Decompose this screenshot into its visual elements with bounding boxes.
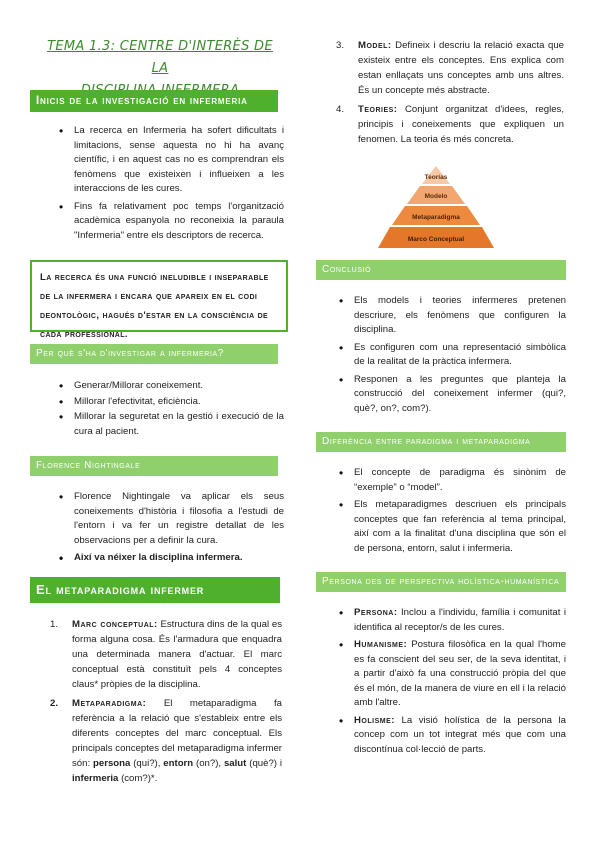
- list-item: • Millorar l'efectivitat, eficiència.: [56, 395, 284, 410]
- keyword-question: (com?)*.: [121, 773, 158, 784]
- list-item: • Els metaparadigmes descriuen els principals conceptes que fan referència al tema principal, així com a la finalitat d'una disciplina que són el de persona, entorn, salut i infermeria.: [336, 498, 566, 556]
- list-metaparadigma-cont: [336, 38, 564, 151]
- list-inicis: [56, 124, 284, 246]
- list-item-bold: • Així va néixer la disciplina infermera.: [56, 551, 284, 566]
- heading-metaparadigma: El metaparadigma infermer: [30, 577, 280, 603]
- keyword: infermeria: [72, 773, 119, 784]
- pyramid-label: Metaparadigma: [412, 214, 460, 221]
- list-metaparadigma: [50, 617, 282, 790]
- definition: Inclou a l'individu, família i comunitat i identifica al receptor/s de les cures.: [354, 607, 566, 633]
- pyramid-diagram: [378, 164, 494, 250]
- list-diferencia: [336, 466, 566, 559]
- item-number: 1.: [50, 619, 59, 630]
- list-item: • Es configuren com una representació simbòlica de la realitat de la pràctica infermera.: [336, 341, 566, 370]
- keyword-question: (qui?),: [133, 758, 161, 769]
- heading-inicis: Inicis de la investigació en infermeria: [30, 90, 278, 112]
- heading-per-que: Per què s'ha d'investigar a infermeria?: [30, 344, 278, 364]
- list-item-teories: [336, 102, 564, 147]
- list-item-marc: [50, 617, 282, 692]
- list-item: • Fins fa relativament poc temps l'organització acadèmica espanyola no reconeixia la paraula "Infermeria" entre els descriptors de recerca.: [56, 200, 284, 244]
- list-per-que: [56, 379, 284, 442]
- list-item: • Els models i teories infermeres pretenen descriure, els fenòmens que configuren la disciplina.: [336, 294, 566, 338]
- list-item-persona: [336, 606, 566, 635]
- pyramid-label: Teorías: [424, 174, 448, 181]
- heading-diferencia: Diferència entre paradigma i metaparadigma: [316, 432, 566, 452]
- heading-florence: Florence Nightingale: [30, 456, 278, 476]
- term: Humanisme:: [354, 639, 408, 650]
- list-item: • Florence Nightingale va aplicar els seus coneixements d'història i filosofia a l'estudi de l'entorn i va fer un registre detallat de les observacions per a definir la cura.: [56, 490, 284, 548]
- term: Teories:: [358, 104, 398, 115]
- term: Marc conceptual:: [72, 619, 158, 630]
- pyramid-label: Marco Conceptual: [407, 236, 465, 243]
- term: Metaparadigma:: [72, 698, 147, 709]
- list-florence: [56, 490, 284, 569]
- definition: La visió holística de la persona la concep com un tot integrat més que com una discontínua col·lecció de parts.: [354, 714, 566, 755]
- list-item: • Generar/Millorar coneixement.: [56, 379, 284, 394]
- definition: Defineix i descriu la relació exacta que existeix entre els conceptes. Ens explica com estan enllaçats uns conceptes amb uns altres. És un concepte més abstracte.: [358, 40, 565, 96]
- pyramid-label: Modelo: [424, 193, 448, 200]
- heading-persona: Persona des de perspectiva holística-humanística: [316, 572, 566, 592]
- definition: Estructura dins de la qual es forma alguna cosa. És l'armadura que enquadra una determinada manera d'actuar. El marc conceptual està constituït pels 4 conceptes claus* pròpies de la disciplina.: [72, 619, 282, 690]
- term: Model:: [358, 40, 392, 51]
- keyword: persona: [93, 758, 131, 769]
- list-item: • La recerca en Infermeria ha sofert dificultats i limitacions, sense aquesta no hi ha avanç científic, i en aquest cas no es comprendran els fenòmens que existeixen i influeixen a les interaccions de les cures.: [56, 124, 284, 197]
- heading-conclusio: Conclusió: [316, 260, 566, 280]
- list-item-holisme: [336, 714, 566, 758]
- term: Persona:: [354, 607, 398, 618]
- list-item-metaparadigma: [50, 696, 282, 786]
- item-number: 2.: [50, 698, 59, 709]
- list-item-model: [336, 38, 564, 98]
- term: Holisme:: [354, 714, 395, 726]
- keyword-question: (on?),: [196, 758, 222, 769]
- list-persona: [336, 606, 566, 760]
- definition: Conjunt organitzat d'idees, regles, principis i coneixements que expliquen un fenomen. La teoria és més concreta.: [358, 104, 564, 145]
- definition: Postura filosòfica en la qual l'home es fa conscient del seu ser, de la seva identitat, i a partir d'això fa una construcció pròpia del que és el món, de la manera de viure en ell i la relació amb l'altre.: [354, 639, 566, 708]
- list-conclusio: [336, 294, 566, 419]
- quote-box: La recerca és una funció ineludible i inseparable de la infermera i encara que apareix en el codi deontològic, hagués d'estar en la consciència de cada professional.: [30, 260, 288, 332]
- list-item: • Responen a les preguntes que planteja la construcció del coneixement infermer (qui?, què?, on?, com?).: [336, 373, 566, 417]
- definition: El metaparadigma fa referència a la relació que s'estableix entre els diferents conceptes del marc conceptual. Els principals conceptes del metaparadigma infermer són:: [72, 698, 282, 769]
- item-number: 4.: [336, 104, 345, 115]
- item-number: 3.: [336, 40, 345, 51]
- keyword: entorn: [163, 758, 194, 769]
- keyword-question: (què?) i: [249, 758, 282, 769]
- list-item: • El concepte de paradigma és sinònim de “exemple” o “model”.: [336, 466, 566, 495]
- title-line-1: TEMA 1.3: CENTRE D'INTERÈS DE LA: [47, 39, 273, 76]
- keyword: salut: [223, 758, 247, 769]
- list-item: • Millorar la seguretat en la gestió i execució de la cura al pacient.: [56, 410, 284, 439]
- list-item-humanisme: [336, 638, 566, 711]
